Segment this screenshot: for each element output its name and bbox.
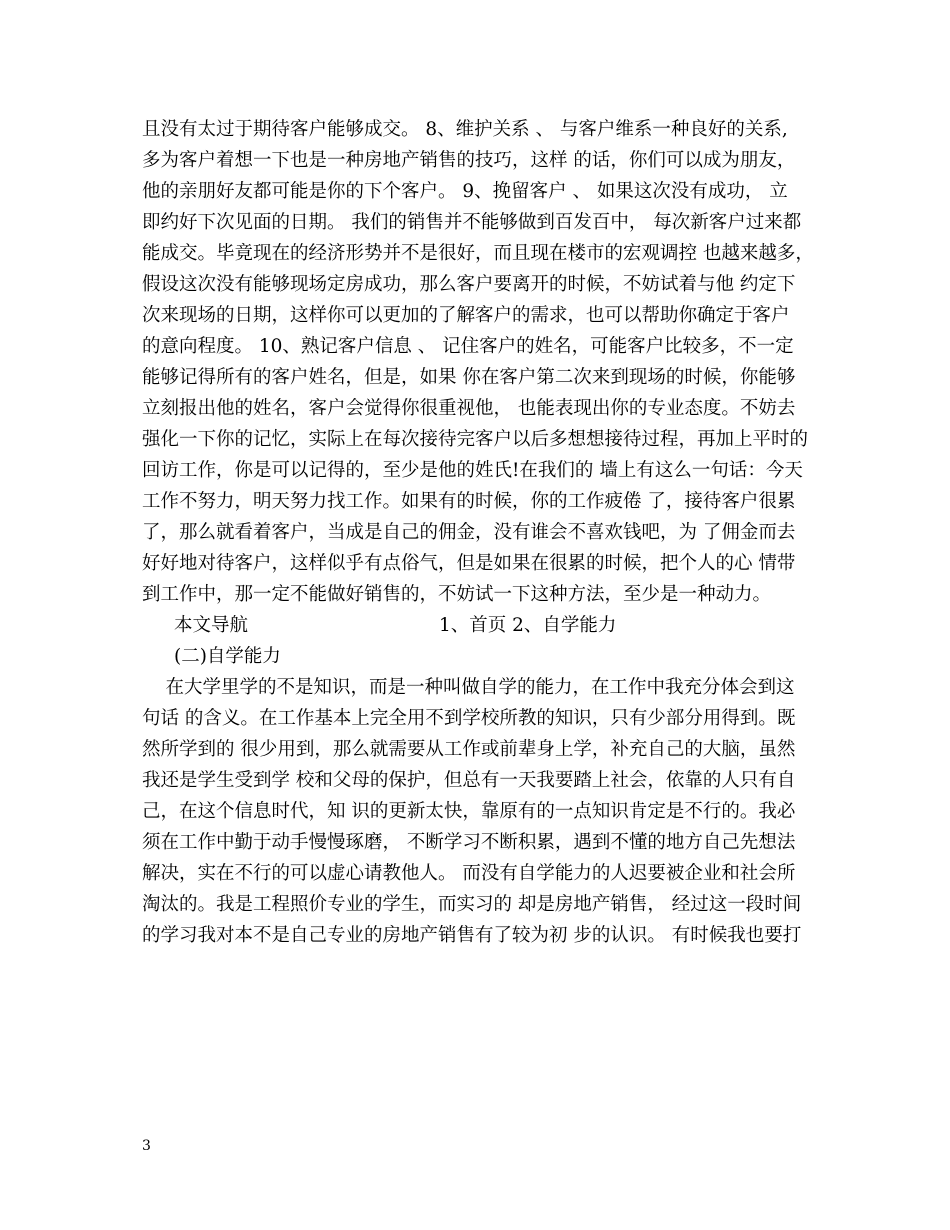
- text-line: 的意向程度。 10、熟记客户信息 、 记住客户的姓名，可能客户比较多，不一定: [142, 336, 794, 357]
- text-line: 工作不努力，明天努力找工作。如果有的时候，你的工作疲倦 了，接待客户很累: [142, 491, 796, 512]
- text-line: 了，那么就看着客户，当成是自己的佣金，没有谁会不喜欢钱吧，为 了佣金而去: [142, 522, 796, 543]
- paragraph-sales-tips: [142, 114, 814, 610]
- text-line: 淘汰的。我是工程照价专业的学生，而实习的 却是房地产销售， 经过这一段时间: [142, 894, 802, 915]
- section-heading: (二)自学能力: [174, 646, 281, 667]
- text-line: 我还是学生受到学 校和父母的保护，但总有一天我要踏上社会，依靠的人只有自: [142, 770, 796, 791]
- text-line: 能够记得所有的客户姓名，但是，如果 你在客户第二次来到现场的时候，你能够: [142, 367, 796, 388]
- paragraph-self-learning: [142, 672, 814, 951]
- text-line: 解决，实在不行的可以虚心请教他人。 而没有自学能力的人迟要被企业和社会所: [142, 863, 796, 884]
- text-line: 假设这次没有能够现场定房成功，那么客户要离开的时候，不妨试着与他 约定下: [142, 274, 796, 295]
- text-line: 即约好下次见面的日期。 我们的销售并不能够做到百发百中， 每次新客户过来都: [142, 212, 802, 233]
- text-line: 回访工作，你是可以记得的，至少是他的姓氏!在我们的 墙上有这么一句话：今天: [142, 460, 803, 481]
- text-line: 能成交。毕竟现在的经济形势并不是很好，而且现在楼市的宏观调控 也越来越多，: [142, 243, 814, 264]
- text-line: 到工作中，那一定不能做好销售的，不妨试一下这种方法，至少是一种动力。: [142, 584, 772, 605]
- text-line: 且没有太过于期待客户能够成交。 8、维护关系 、 与客户维系一种良好的关系,: [142, 119, 788, 140]
- text-line: 须在工作中勤于动手慢慢琢磨， 不断学习不断积累，遇到不懂的地方自己先想法: [142, 832, 796, 853]
- text-line: 次来现场的日期，这样你可以更加的了解客户的需求，也可以帮助你确定于客户: [142, 305, 790, 326]
- text-line: 句话 的含义。在工作基本上完全用不到学校所教的知识，只有少部分用得到。既: [142, 708, 796, 729]
- text-line: 强化一下你的记忆，实际上在每次接待完客户以后多想想接待过程，再加上平时的: [142, 429, 809, 450]
- text-line: 好好地对待客户，这样似乎有点俗气，但是如果在很累的时候，把个人的心 情带: [142, 553, 796, 574]
- text-line: 的学习我对本不是自己专业的房地产销售有了较为初 步的认识。 有时候我也要打: [142, 925, 802, 946]
- article-navigation: [142, 610, 814, 641]
- text-line: 在大学里学的不是知识，而是一种叫做自学的能力，在工作中我充分体会到这: [142, 677, 795, 698]
- document-body: [142, 114, 814, 951]
- article-navigation-label: 本文导航: [174, 615, 249, 636]
- text-line: 立刻报出他的姓名，客户会觉得你很重视他， 也能表现出你的专业态度。不妨去: [142, 398, 796, 419]
- article-navigation-links[interactable]: 1、首页 2、自学能力: [439, 615, 617, 636]
- page-number: 3: [142, 1138, 151, 1154]
- text-line: 然所学到的 很少用到，那么就需要从工作或前辈身上学，补充自己的大脑，虽然: [142, 739, 796, 760]
- text-line: 己，在这个信息时代，知 识的更新太快，靠原有的一点知识肯定是不行的。我必: [142, 801, 796, 822]
- text-line: 多为客户着想一下也是一种房地产销售的技巧，这样 的话，你们可以成为朋友，: [142, 150, 796, 171]
- text-line: 他的亲朋好友都可能是你的下个客户。 9、挽留客户 、 如果这次没有成功， 立: [142, 181, 788, 202]
